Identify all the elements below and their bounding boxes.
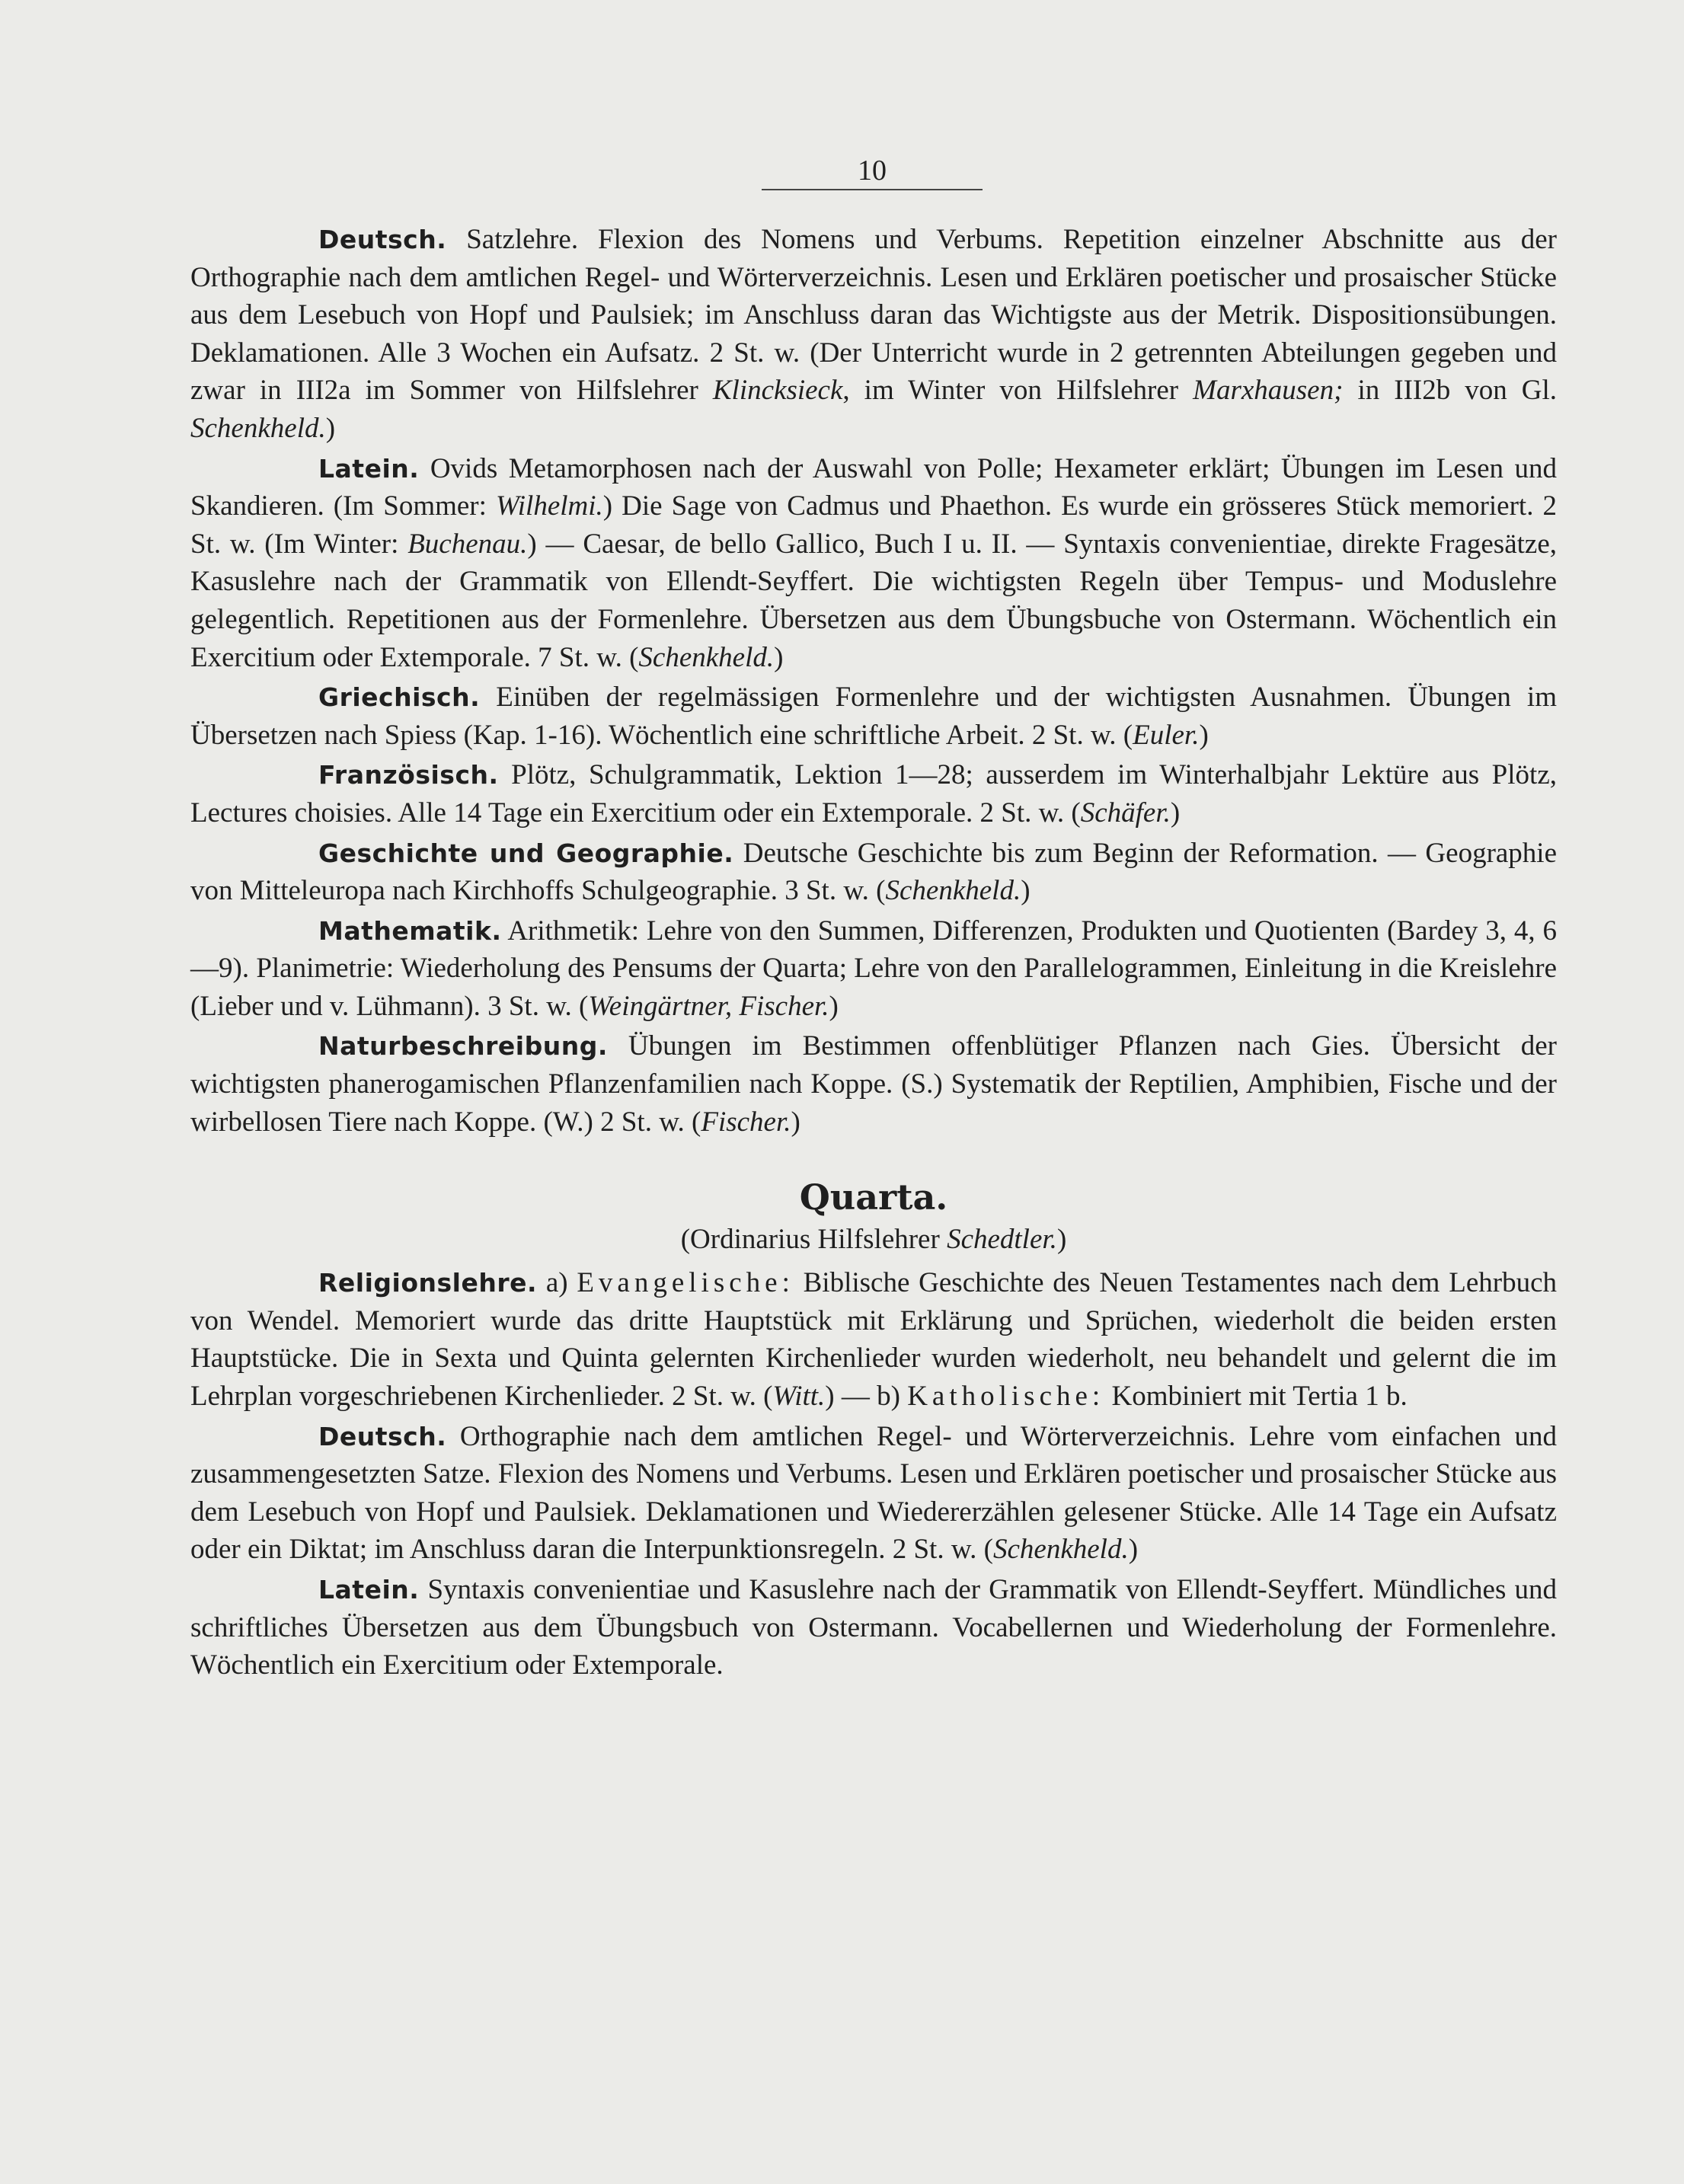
paragraph-geschichte-geographie [190, 835, 1557, 910]
teacher-name: Weingärtner, Fischer. [588, 990, 829, 1022]
paragraph-text: in III2b von Gl. [1357, 375, 1557, 407]
teacher-name: Klincksieck [712, 375, 843, 407]
paragraph-latein-quarta [190, 1571, 1557, 1684]
teacher-name: Buchenau. [407, 528, 528, 560]
paragraph-text: Syntaxis convenientiae und Kasuslehre nach der Grammatik von Ellendt-Seyffert. Mündliches und schriftliches Übersetzen aus dem Übungsbuch von Ostermann. Vocabellernen und Wiederholung der Formenlehre. Wöchentlich ein Exercitium oder Extemporale. [190, 1574, 1557, 1681]
paragraph-text: ) — Caesar, de bello Gallico, Buch I u. II. — Syntaxis convenientiae, direkte Fragesätze, Kasuslehre nach der Grammatik von Ellendt-Seyffert. Die wichtigsten Regeln über Tempus- und Moduslehre gelegentlich. Repetitionen aus der Formenlehre. Übersetzen aus dem Übungsbuche von Ostermann. Wöchentlich ein Exercitium oder Extemporale. 7 St. w. ( [190, 528, 1557, 673]
teacher-name: Schenkheld. [992, 1534, 1129, 1566]
paragraph-text: Satzlehre. Flexion des Nomens und Verbums. Repetition einzelner Abschnitte aus der Orthographie nach dem amtlichen Regel- und Wörterverzeichnis. Lesen und Erklären poetischer und prosaischer Stücke aus dem Lesebuch von Hopf und Paulsiek; im Anschluss daran das Wichtigste aus der Metrik. Dispositionsübungen. Deklamationen. Alle 3 Wochen ein Aufsatz. 2 St. w. (Der Unterricht wurde in 2 getrennten Abteilungen gegeben und zwar in III2a im Sommer von Hilfslehrer [190, 224, 1557, 407]
spaced-label: Evangelische: [577, 1267, 794, 1299]
section-subtitle-text: ) [1056, 1224, 1067, 1256]
paragraph-text: Biblische Geschichte des Neuen Testamentes nach dem Lehrbuch von Wendel. Memoriert wurde das dritte Hauptstück mit Erklärung und Sprüchen, wiederholt die beiden ersten Hauptstücke. Die in Sexta und Quinta gelernten Kirchenlieder wurden wiederholt, neu behandelt und gelernt die im Lehrplan vorgeschriebenen Kirchenlieder. 2 St. w. ( [190, 1267, 1557, 1413]
paragraph-mathematik [190, 912, 1557, 1026]
paragraph-text: Arithmetik: Lehre von den Summen, Differenzen, Produkten und Quotienten (Bardey 3, 4, 6—9). Planimetrie: Wiederholung des Pensums der Quarta; Lehre von den Parallelogrammen, Einleitung in die Kreislehre (Lieber und v. Lühmann). 3 St. w. ( [190, 915, 1557, 1022]
section-title: Quarta. [799, 1177, 948, 1218]
paragraph-deutsch [190, 221, 1557, 448]
spaced-label: Katholische: [907, 1381, 1105, 1413]
subject-heading: Griechisch. [318, 682, 481, 713]
paragraph-text: Orthographie nach dem amtlichen Regel- und Wörterverzeichnis. Lehre vom einfachen und zusammengesetzten Satze. Flexion des Nomens und Verbums. Lesen und Erklären poetischer und prosaischer Stücke aus dem Lesebuch von Hopf und Paulsiek. Deklamationen und Wiedererzählen gelesener Stücke. Alle 14 Tage ein Aufsatz oder ein Diktat; im Anschluss daran die Interpunktionsregeln. 2 St. w. ( [190, 1420, 1558, 1566]
teacher-name: Schenkheld. [638, 641, 775, 673]
paragraph-text: Übungen im Bestimmen offenblütiger Pflanzen nach Gies. Übersicht der wichtigsten phanerogamischen Pflanzenfamilien nach Koppe. (S.) Systematik der Reptilien, Amphibien, Fische und der wirbellosen Tiere nach Koppe. (W.) 2 St. w. ( [190, 1030, 1557, 1138]
paragraph-text: ) [791, 1106, 800, 1138]
subject-heading: Französisch. [318, 760, 499, 790]
paragraph-deutsch-quarta [190, 1418, 1557, 1569]
paragraph-text: ) [1128, 1534, 1139, 1566]
teacher-name: Schäfer. [1080, 797, 1171, 829]
paragraph-text: ) [1170, 797, 1181, 829]
paragraph-text: a) [545, 1267, 568, 1299]
paragraph-text: ) [1021, 875, 1031, 907]
paragraph-text: Ovids Metamorphosen nach der Auswahl von Polle; Hexameter erklärt; Übungen im Lesen und Skandieren. (Im Sommer: [190, 452, 1558, 522]
subject-heading: Religionslehre. [318, 1268, 538, 1298]
paragraph-text: ) Die Sage von Cadmus und Phaethon. Es wurde ein grösseres Stück memoriert. 2 St. w. (Im Winter: [190, 490, 1558, 560]
subject-heading: Latein. [318, 453, 420, 484]
subject-heading: Latein. [318, 1575, 420, 1604]
paragraph-text: Einüben der regelmässigen Formenlehre und der wichtigsten Ausnahmen. Übungen im Übersetzen nach Spiess (Kap. 1-16). Wöchentlich eine schriftliche Arbeit. 2 St. w. ( [190, 682, 1557, 751]
teacher-name: Wilhelmi. [496, 490, 603, 522]
teacher-name: Marxhausen; [1193, 375, 1344, 407]
section-subtitle [190, 1220, 1557, 1260]
paragraph-text: Deutsche Geschichte bis zum Beginn der Reformation. — Geographie von Mitteleuropa nach Kirchhoffs Schulgeographie. 3 St. w. ( [190, 837, 1558, 907]
teacher-name: Witt. [772, 1381, 826, 1413]
paragraph-text: Kombiniert mit Tertia 1 b. [1111, 1381, 1408, 1413]
paragraph-text: ) — b) [825, 1381, 900, 1413]
paragraph-text: ) [325, 412, 336, 444]
subject-heading: Deutsch. [318, 225, 447, 254]
subject-heading: Deutsch. [318, 1421, 447, 1451]
paragraph-text: , im Winter von Hilfslehrer [842, 375, 1179, 407]
paragraph-naturbeschreibung [190, 1027, 1557, 1141]
paragraph-text: ) [829, 990, 839, 1022]
teacher-name: Schenkheld. [190, 412, 326, 444]
paragraph-text: Plötz, Schulgrammatik, Lektion 1—28; ausserdem im Winterhalbjahr Lektüre aus Plötz, Lectures choisies. Alle 14 Tage ein Exercitium oder ein Extemporale. 2 St. w. ( [190, 759, 1557, 829]
paragraph-religionslehre [190, 1264, 1557, 1415]
paragraph-latein [190, 450, 1557, 677]
teacher-name: Euler. [1133, 719, 1200, 751]
paragraph-franzoesisch [190, 756, 1557, 832]
subject-heading: Mathematik. [318, 915, 502, 946]
teacher-name: Fischer. [701, 1106, 791, 1138]
paragraph-text: ) [1199, 719, 1209, 751]
paragraph-text: ) [774, 641, 784, 673]
section-subtitle-text: (Ordinarius Hilfslehrer [680, 1224, 940, 1256]
paragraph-griechisch [190, 679, 1557, 754]
subject-heading: Naturbeschreibung. [318, 1031, 608, 1062]
page-number-rule [762, 189, 983, 190]
subject-heading: Geschichte und Geographie. [318, 838, 734, 868]
teacher-name: Schenkheld. [885, 875, 1021, 907]
page-body [190, 221, 1557, 1687]
page-number: 10 [858, 155, 887, 187]
teacher-name: Schedtler. [947, 1224, 1057, 1256]
